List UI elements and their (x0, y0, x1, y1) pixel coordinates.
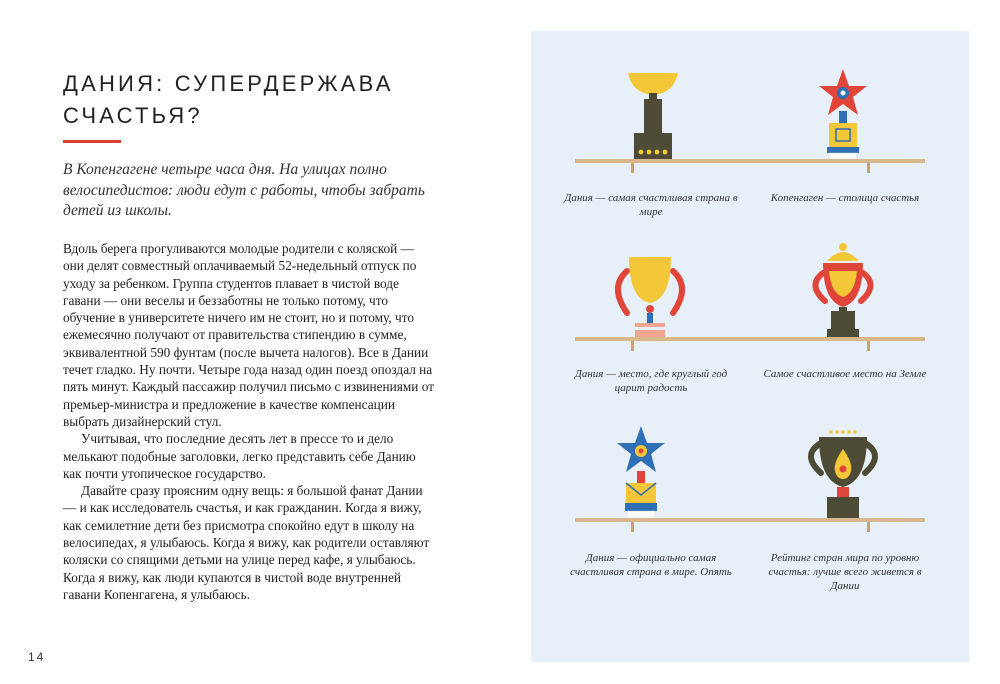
trophy-illustration-panel (531, 31, 969, 662)
shelf-3 (575, 518, 925, 532)
trophy-star-icon (819, 69, 867, 159)
chapter-title: ДАНИЯ: СУПЕРДЕРЖАВА СЧАСТЬЯ? (63, 71, 394, 128)
paragraph-2: Учитывая, что последние десять лет в прессе то и дело мелькают подобные заголовки, легко представить себе Данию как почти утопическое государство. (63, 431, 416, 481)
shelf-2 (575, 337, 925, 351)
trophy-urn-icon (815, 243, 870, 337)
caption-1: Дания — самая счастливая страна в мире (564, 192, 738, 218)
caption-4: Самое счастливое место на Земле (763, 368, 927, 380)
caption-5: Дания — официально самая счастливая страна в мире. Опять (570, 552, 732, 578)
caption-2: Копенгаген — столица счастья (770, 192, 920, 204)
paragraph-3: Давайте сразу проясним одну вещь: я большой фанат Дании — и как исследователь счастья, и как гражданин. Когда я вижу, как семилетние дети без присмотра спокойно едут в школу на велосипедах, я улыбаюсь. Когда я вижу, как родители оставляют коляски со спящими детьми на улице перед кафе, я улыбаюсь. Когда я вижу, как люди купаются в чистой воде внутренней гавани Копенгагена, я улыбаюсь. (63, 483, 430, 602)
trophy-drop-cup-icon (811, 430, 875, 518)
lead-paragraph: В Копенгагене четыре часа дня. На улицах полно велосипедистов: люди едут с работы, чтобы забрать детей из школы. (63, 161, 425, 219)
title-underline (63, 140, 121, 143)
paragraph-1: Вдоль берега прогуливаются молодые родители с коляской — они делят совместный оплачиваемый 52-недельный отпуск по уходу за ребенком. Группа студентов плавает в чистой воде гавани — они веселы и беззаботны не только потому, что обучение в университете ничего им не стоит, но и потому, что ежемесячно получают от правительства стипендию в сумме, эквивалентной 590 фунтам (после вычета налогов). Все в Дании течет гладко. Ну почти. Четыре года назад один поезд опоздал на пять минут. Каждый пассажир получил письмо с извинениями от премьер-министра и предложение в качестве компенсации выбрать дизайнерский стул. (63, 241, 434, 429)
trophy-blue-star-icon (617, 426, 665, 518)
caption-6: Рейтинг стран мира по уровню счастья: лучше всего живется в Дании (768, 552, 922, 592)
page-number: 14 (28, 650, 46, 664)
caption-3: Дания — место, где круглый год царит радость (574, 368, 728, 394)
shelf-1 (575, 159, 925, 173)
trophy-yellow-cup-icon (618, 257, 682, 337)
trophy-cup-icon (628, 73, 678, 159)
body-text (63, 240, 435, 603)
